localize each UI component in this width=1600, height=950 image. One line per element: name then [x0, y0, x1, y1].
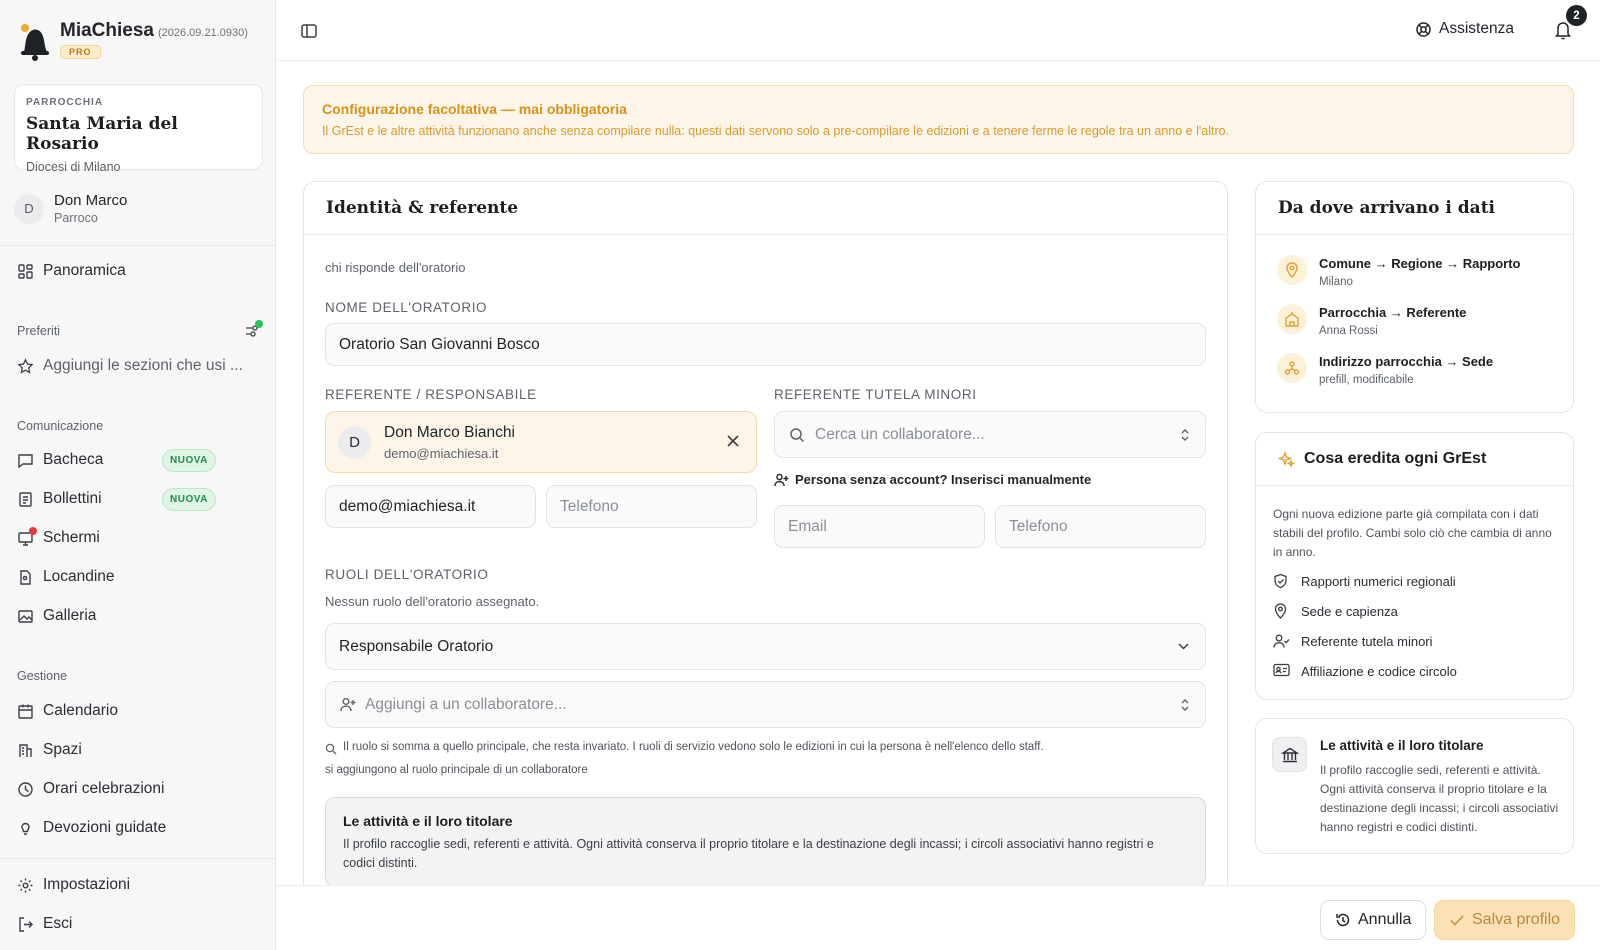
- owner-card: [1255, 718, 1574, 854]
- sidebar-item-label: Orari celebrazioni: [43, 780, 165, 797]
- form-footer: [276, 885, 1600, 950]
- cancel-button[interactable]: [1320, 900, 1426, 940]
- user-profile[interactable]: [14, 192, 127, 225]
- sidebar-item-label: Locandine: [43, 568, 115, 585]
- bell-logo-icon: [16, 22, 50, 62]
- source-sub: prefill, modificabile: [1319, 374, 1414, 386]
- add-collaborator-placeholder: Aggiungi a un collaboratore...: [365, 695, 567, 713]
- sidebar-item-label: Calendario: [43, 702, 118, 719]
- sidebar-item-calendario[interactable]: [17, 698, 257, 724]
- minors-referent-label: REFERENTE TUTELA MINORI: [774, 387, 977, 402]
- poster-icon: [17, 569, 34, 586]
- source-title: Parrocchia → Referente: [1319, 305, 1467, 320]
- minors-search-input[interactable]: [774, 411, 1206, 458]
- role-select[interactable]: [325, 623, 1206, 670]
- referent-phone-input[interactable]: Telefono: [546, 485, 757, 528]
- id-card-icon: [1273, 663, 1290, 677]
- chevron-down-icon: [1177, 642, 1190, 651]
- sparkles-icon: [1278, 451, 1295, 468]
- sidebar-item-locandine[interactable]: [17, 564, 257, 590]
- inherit-item: Sede e capienza: [1301, 604, 1398, 619]
- sidebar-item-bacheca[interactable]: [17, 447, 257, 473]
- source-sub: Anna Rossi: [1319, 325, 1378, 337]
- sources-title: Da dove arrivano i dati: [1256, 182, 1573, 235]
- parish-kicker: PARROCCHIA: [26, 97, 104, 108]
- gear-icon: [17, 877, 34, 894]
- sidebar-item-label: Devozioni guidate: [43, 819, 167, 836]
- sidebar-item-label: Galleria: [43, 607, 97, 624]
- user-plus-icon: [774, 473, 789, 487]
- parish-card[interactable]: [14, 84, 263, 174]
- source-title: Indirizzo parrocchia → Sede: [1319, 354, 1494, 369]
- favorites-settings-icon[interactable]: [244, 323, 260, 339]
- sidebar-toggle-icon[interactable]: [300, 22, 318, 40]
- identity-card: [303, 181, 1228, 901]
- activity-owner-info: [325, 797, 1206, 887]
- shield-check-icon: [1273, 573, 1288, 589]
- alert-title: Configurazione facoltativa — mai obbligatoria: [322, 101, 627, 117]
- brand-version: (2026.09.21.0930): [157, 27, 248, 39]
- referent-email-input[interactable]: demo@miachiesa.it: [325, 485, 536, 528]
- plan-badge: PRO: [60, 45, 101, 59]
- info-text: Il profilo raccoglie sedi, referenti e attività. Ogni attività conserva il proprio titolare e la destinazione degli incassi; i circoli associativi hanno registri e codici distinti.: [343, 837, 1154, 870]
- user-check-icon: [1273, 633, 1290, 649]
- building-icon: [17, 742, 34, 759]
- sidebar-item-schermi[interactable]: [17, 525, 257, 551]
- user-name: Don Marco: [54, 192, 128, 209]
- sidebar-item-galleria[interactable]: [17, 603, 257, 629]
- minors-email-input[interactable]: Email: [774, 505, 985, 548]
- brand[interactable]: [16, 20, 248, 62]
- new-badge: NUOVA: [162, 449, 216, 472]
- lightbulb-icon: [17, 820, 34, 837]
- notifications-count: 2: [1566, 5, 1587, 26]
- network-icon: [1277, 353, 1307, 383]
- save-profile-button[interactable]: [1434, 900, 1575, 940]
- sidebar-divider: [0, 858, 276, 859]
- cancel-label: Annulla: [1358, 911, 1412, 928]
- inherit-item: Rapporti numerici regionali: [1301, 574, 1456, 589]
- search-icon: [325, 743, 337, 755]
- close-icon[interactable]: [726, 434, 740, 448]
- top-bar: [276, 0, 1600, 61]
- church-icon: [1277, 304, 1307, 334]
- roles-empty-text: Nessun ruolo dell'oratorio assegnato.: [325, 594, 540, 609]
- sidebar-item-settings[interactable]: [17, 872, 257, 898]
- referent-name: Don Marco Bianchi: [384, 424, 515, 441]
- lifebuoy-icon: [1415, 21, 1432, 38]
- user-plus-icon: [340, 697, 356, 712]
- alert-text: Il GrEst e le altre attività funzionano anche senza compilare nulla: questi dati servono solo a pre-compilare le edizioni e a tenere ferme le regole tra un anno e l'altro.: [322, 124, 1230, 138]
- inherit-card: [1255, 432, 1574, 700]
- history-icon: [1335, 912, 1351, 928]
- check-icon: [1449, 913, 1465, 927]
- chevron-updown-icon: [1179, 698, 1191, 712]
- calendar-icon: [17, 703, 34, 720]
- star-icon: [17, 358, 34, 375]
- newspaper-icon: [17, 491, 34, 508]
- chevron-updown-icon: [1179, 428, 1191, 442]
- inherit-text: Ogni nuova edizione parte già compilata con i dati stabili del profilo. Cambi solo ciò che cambia di anno in anno.: [1273, 507, 1552, 559]
- inherit-title: Cosa eredita ogni GrEst: [1304, 450, 1487, 467]
- manual-entry-link[interactable]: [774, 472, 1091, 487]
- optional-config-alert: [303, 85, 1574, 154]
- gallery-icon: [17, 608, 34, 625]
- add-collaborator-input[interactable]: [325, 681, 1206, 728]
- sidebar-item-logout[interactable]: [17, 911, 257, 937]
- source-sub: Milano: [1319, 276, 1353, 288]
- monitor-icon: [17, 530, 34, 547]
- sidebar-item-label: Panoramica: [43, 262, 126, 279]
- roles-hint-secondary: si aggiungono al ruolo principale di un collaboratore: [325, 764, 588, 776]
- sidebar-item-label: Esci: [43, 915, 73, 932]
- dashboard-icon: [17, 263, 34, 280]
- parish-name: Santa Maria del Rosario: [26, 114, 178, 154]
- oratory-name-input[interactable]: Oratorio San Giovanni Bosco: [325, 323, 1206, 366]
- parish-diocese: Diocesi di Milano: [26, 160, 121, 174]
- referent-email: demo@miachiesa.it: [384, 446, 499, 461]
- roles-hint: Il ruolo si somma a quello principale, che resta invariato. I ruoli di servizio vedono solo le edizioni in cui la persona è nell'elenco dello staff.: [343, 741, 1044, 753]
- save-label: Salva profilo: [1472, 911, 1561, 928]
- comm-title: Comunicazione: [17, 419, 104, 433]
- inherit-item: Affiliazione e codice circolo: [1301, 664, 1457, 679]
- source-title: Comune → Regione → Rapporto: [1319, 256, 1521, 271]
- identity-subtitle: chi risponde dell'oratorio: [325, 260, 466, 275]
- oratory-name-label: NOME DELL'ORATORIO: [325, 300, 488, 315]
- sidebar-item-bollettini[interactable]: [17, 486, 257, 512]
- new-badge: NUOVA: [162, 488, 216, 511]
- role-select-value: Responsabile Oratorio: [339, 637, 494, 655]
- inherit-item: Referente tutela minori: [1301, 634, 1433, 649]
- mgmt-title: Gestione: [17, 669, 68, 683]
- favorites-add-label: Aggiungi le sezioni che usi ...: [43, 357, 243, 374]
- owner-text: Il profilo raccoglie sedi, referenti e attività. Ogni attività conserva il proprio titolare e la destinazione degli incassi; i circoli associativi hanno registri e codici distinti.: [1320, 763, 1559, 834]
- manual-entry-label: Persona senza account? Inserisci manualmente: [795, 472, 1092, 487]
- sidebar-item-label: Impostazioni: [43, 876, 131, 893]
- avatar: D: [14, 194, 44, 224]
- minors-search-placeholder: Cerca un collaboratore...: [815, 425, 985, 443]
- clock-icon: [17, 781, 34, 798]
- sidebar: [0, 0, 276, 950]
- owner-title: Le attività e il loro titolare: [1320, 738, 1484, 753]
- avatar: D: [338, 426, 371, 459]
- minors-phone-input[interactable]: Telefono: [995, 505, 1206, 548]
- logout-icon: [17, 916, 34, 933]
- brand-name: MiaChiesa: [60, 20, 154, 41]
- sidebar-item-orari[interactable]: [17, 776, 257, 802]
- sidebar-item-label: Schermi: [43, 529, 100, 546]
- inherit-header: [1256, 433, 1573, 486]
- sidebar-item-devozioni[interactable]: [17, 815, 257, 841]
- help-label: Assistenza: [1439, 20, 1514, 37]
- favorites-title: Preferiti: [17, 324, 61, 338]
- sidebar-item-spazi[interactable]: [17, 737, 257, 763]
- sidebar-item-label: Bacheca: [43, 451, 104, 468]
- sidebar-item-label: Bollettini: [43, 490, 102, 507]
- favorites-add[interactable]: [17, 353, 257, 379]
- map-pin-icon: [1277, 255, 1307, 285]
- sidebar-item-label: Spazi: [43, 741, 82, 758]
- info-title: Le attività e il loro titolare: [343, 813, 513, 829]
- referent-label: REFERENTE / RESPONSABILE: [325, 387, 537, 402]
- user-role: Parroco: [54, 211, 98, 225]
- sidebar-item-overview[interactable]: [17, 258, 257, 284]
- roles-label: RUOLI DELL'ORATORIO: [325, 567, 489, 582]
- identity-card-title: Identità & referente: [304, 182, 1227, 235]
- sidebar-divider: [0, 245, 276, 246]
- referent-chip[interactable]: [325, 411, 757, 473]
- message-icon: [17, 452, 34, 469]
- search-icon: [789, 427, 805, 443]
- data-sources-card: [1255, 181, 1574, 413]
- help-button[interactable]: [1415, 20, 1514, 38]
- map-pin-icon: [1273, 603, 1288, 619]
- bank-icon: [1272, 737, 1307, 772]
